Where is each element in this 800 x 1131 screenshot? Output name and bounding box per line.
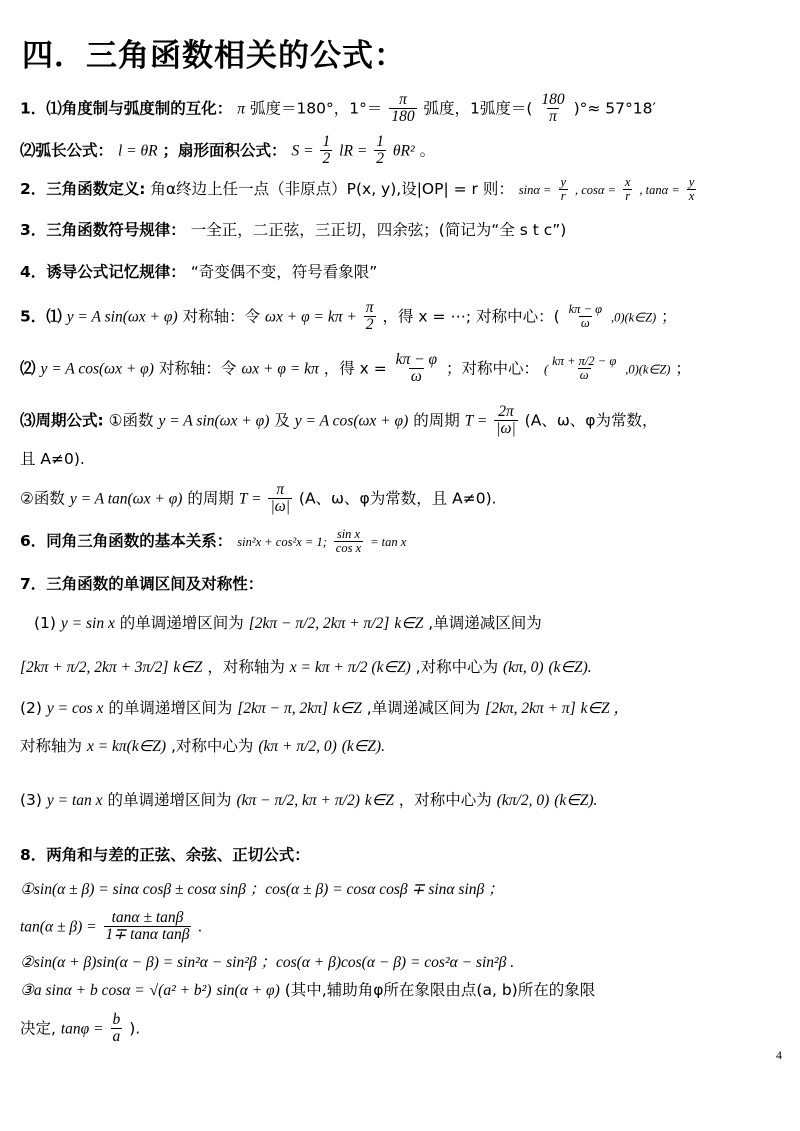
formula: y = cos x [46,700,104,717]
formula: k∈Z [332,700,362,717]
text: “奇变偶不变，符号看象限” [190,263,378,281]
text: ，对称中心为 [398,791,492,809]
denominator: 2 [365,316,374,334]
formula: (k∈Z). [554,792,598,809]
formula: y = tan x [46,792,103,809]
formula: , cosα = [574,183,616,198]
text: (A、ω、φ为常数，且 A≠0). [298,489,497,508]
section-3-label: 3．三角函数符号规律： [20,221,186,239]
fraction [687,176,697,203]
fraction [104,910,192,944]
text: ；对称中心： [446,359,540,378]
text: ①函数 [108,411,154,430]
section-5c-line-2 [20,448,780,470]
formula: y = A cos(ωx + φ) [294,412,409,430]
text: 对称轴：令 [182,307,261,326]
text: 的单调递增区间为 [107,791,232,809]
section-label: ⑵ [20,359,36,378]
text: 且 A≠0). [20,450,85,468]
section-5c-line [20,404,780,438]
formula: sin(α + φ) [216,982,280,999]
text: ,对称中心为 [415,658,499,676]
denominator: r [560,189,566,204]
formula: (kπ/2, 0) [496,792,550,809]
section-7-line-3 [20,697,780,720]
fraction [394,352,439,386]
text: ,对称中心为 [170,737,254,755]
text: (2) [20,699,42,717]
formula: y = A sin(ωx + φ) [158,412,270,430]
formula: T = [238,490,262,508]
denominator: ω [580,316,590,331]
section-5-label: 5．⑴ [20,307,62,326]
formula: (k∈Z). [341,738,385,755]
text: ； [661,307,677,326]
denominator: r [625,189,631,204]
numerator: x [624,175,631,189]
page-number: 4 [776,1048,782,1062]
text: ，得 x = [323,359,387,378]
numerator: kπ − φ [568,302,602,317]
section-7-line-2 [20,656,780,679]
formula: y = A sin(ωx + φ) [66,308,178,326]
formula: T = [464,412,488,430]
formula: x = kπ + π/2 (k∈Z) [289,659,411,676]
formula: √(a² + b²) [149,982,212,999]
formula: tanφ = [60,1020,104,1038]
section-8-label: 8．两角和与差的正弦、余弦、正切公式： [20,846,310,864]
formula: θR² [392,142,415,160]
denominator: 2 [322,150,331,168]
text: ). [129,1019,141,1038]
section-8-line-3 [20,951,780,974]
denominator: π [549,108,557,126]
formula: ③a sinα + b cosα = [20,982,145,999]
text: )°≈ 57°18′ [573,99,656,118]
numerator: kπ + π/2 − φ [552,354,617,369]
numerator: 180 [541,91,565,108]
numerator: π [365,299,374,316]
text: 弧度，1弧度＝( [423,99,533,118]
numerator: b [112,1011,121,1028]
formula: k∈Z [173,659,203,676]
formula: (kπ + π/2, 0) [258,738,337,755]
section-2-label: 2．三角函数定义: [20,180,146,199]
numerator: y [688,175,695,189]
fraction [334,528,363,555]
denominator: cos x [335,541,362,556]
numerator: 2π [498,403,514,420]
formula: , tanα = [639,183,680,198]
page-title: 四．三角函数相关的公式： [22,38,406,74]
section-7-line-1 [34,612,780,635]
pi-symbol: π [237,100,245,118]
text: 对称轴为 [20,737,83,755]
text: 的周期 [413,411,460,430]
formula: ,0)(k∈Z) [610,310,657,325]
numerator: sin x [336,527,361,541]
formula: k∈Z ， [580,700,630,717]
denominator: ω [579,368,589,383]
text: 角α终边上任一点（非原点）P(x, y),设|OP| = r 则： [150,180,514,199]
fraction [111,1012,123,1046]
formula: k∈Z [394,615,424,632]
text: 弧度＝180°，1°＝ [249,99,383,118]
text: 。 [419,141,436,160]
section-1-line [20,92,780,126]
text: (其中,辅助角φ所在象限由点(a, b)所在的象限 [284,981,596,999]
fraction [623,176,633,203]
formula: y = A cos(ωx + φ) [40,360,154,378]
section-5c-line-3 [20,482,780,516]
section-4-line [20,261,780,283]
section-2-line [20,176,780,203]
formula: sin²x + cos²x = 1; [237,535,327,550]
formula: ②sin(α + β)sin(α − β) = sin²α − sin²β ；cos(α + β)cos(α − β) = cos²α − sin²β . [20,954,515,971]
section-8-line [20,844,780,866]
text: (1) [34,614,56,632]
text: 的单调递增区间为 [119,614,244,632]
text: 的周期 [187,489,234,508]
formula: [2kπ − π/2, 2kπ + π/2] [248,615,390,632]
section-7-line-5 [20,789,780,812]
denominator: 2 [376,150,384,168]
fraction [374,134,386,168]
text: ②函数 [20,489,65,508]
fraction [494,404,517,438]
section-7-line [20,573,780,595]
formula: ①sin(α ± β) = sinα cosβ ± cosα sinβ ；cos(α ± β) = cosα cosβ ∓ sinα sinβ ； [20,881,504,898]
denominator: x [688,189,695,204]
fraction [320,134,332,168]
section-7-line-4 [20,735,780,758]
formula: [2kπ, 2kπ + π] [485,700,576,717]
text: 决定, [20,1019,56,1038]
text: (A、ω、φ为常数， [524,411,658,430]
section-6-label: 6．同角三角函数的基本关系： [20,532,233,551]
fraction [558,176,568,203]
numerator: y [560,175,566,189]
text: ,单调递减区间为 [366,699,481,717]
formula: tan(α ± β) = [20,918,97,936]
formula: y = A tan(ωx + φ) [69,490,183,508]
section-3-line [20,219,780,241]
formula: = tan x [370,535,407,550]
section-6-line [20,528,780,555]
text: ，得 x = ⋯; [382,307,472,326]
formula: lR = [339,142,368,160]
section-label: ⑵弧长公式： [20,141,114,160]
denominator: 1∓ tanα tanβ [105,926,190,944]
text: 对称中心：( [476,307,560,326]
numerator: π [399,91,407,108]
section-8-line-1 [20,878,780,901]
formula: ωx + φ = kπ [241,360,319,378]
formula: sinα = [518,183,552,198]
text: 对称轴：令 [158,359,237,378]
text: 及 [274,411,290,430]
formula: . [198,918,203,936]
section-8-line-4 [20,979,780,1002]
section-7-label: 7．三角函数的单调区间及对称性： [20,575,264,593]
numerator: tanα ± tanβ [111,909,184,926]
denominator: 180 [391,108,415,126]
formula: ,0)(k∈Z) [625,362,671,377]
formula: (kπ − π/2, kπ + π/2) [236,792,360,809]
formula: (kπ, 0) [503,659,544,676]
formula: x = kπ(k∈Z) [86,738,167,755]
section-4-label: 4．诱导公式记忆规律： [20,263,186,281]
section-8-line-5 [20,1012,780,1046]
formula: l = θR [117,142,158,160]
numerator: 1 [322,133,331,150]
fraction [268,482,291,516]
fraction [389,92,416,126]
section-5b-line: ⑵ y = A cos(ωx + φ) 对称轴：令 ωx + φ = kπ ，得 x = $\frac{k\pi - \varphi}{\omega}$ ；对称中心： ( $\frac{k\pi + \pi/2 - \varphi}{\omega}$ ,0)(k∈Z) ； [20,351,691,386]
text: 的单调递增区间为 [108,699,233,717]
section-1b-line [20,134,780,168]
numerator: 1 [376,133,384,150]
numerator: kπ − φ [395,351,438,368]
fraction [364,300,376,334]
text: (3) [20,791,42,809]
denominator: |ω| [496,420,516,438]
fraction [567,303,604,330]
denominator: ω [410,368,422,386]
fraction [539,92,566,126]
fraction [550,355,618,382]
section-8-line-2 [20,910,780,944]
formula: [2kπ − π, 2kπ] [237,700,328,717]
formula: (k∈Z). [548,659,592,676]
text: 一全正，二正弦，三正切，四余弦；(简记为“全 s t c”) [190,221,567,239]
section-label: ；扇形面积公式： [162,141,287,160]
formula: ωx + φ = kπ + [265,308,357,326]
section-label: ⑶周期公式: [20,411,104,430]
text: ,单调递减区间为 [428,614,542,632]
formula: [2kπ + π/2, 2kπ + 3π/2] [20,659,169,676]
formula: y = sin x [60,615,115,632]
denominator: |ω| [270,498,290,516]
denominator: a [112,1028,121,1046]
formula: S = [291,142,314,160]
text: ，对称轴为 [207,658,285,676]
formula: k∈Z [364,792,394,809]
text: ； [675,359,691,378]
section-1-label: 1．⑴角度制与弧度制的互化： [20,99,233,118]
section-5-line [20,300,780,334]
numerator: π [276,481,285,498]
